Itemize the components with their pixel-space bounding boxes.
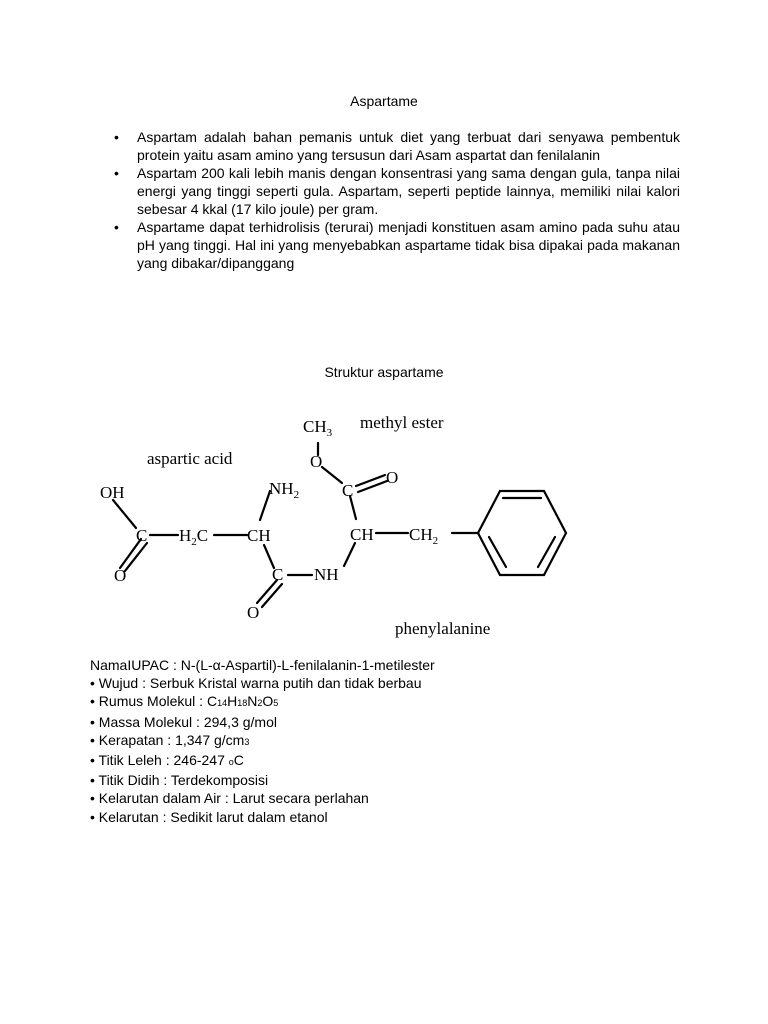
property-kelarutan: • Kelarutan : Sedikit larut dalam etanol (90, 808, 328, 825)
ester-carbonyl-oxygen-label: O (386, 468, 399, 487)
list-item: • Aspartame dapat terhidrolisis (terurai) menjadi konstituen asam amino pada suhu atau pH yang tinggi. Hal ini yang menyebabkan aspartame tidak bisa dipakai pada makanan yang dibakar/dipanggang (112, 218, 680, 272)
property-rumus-molekul: • Rumus Molekul : C14H18N2O5 (90, 693, 279, 710)
methylene-label: $H_2C$ (179, 526, 209, 548)
property-titik-leleh: • Titik Leleh : 246-247 oC (90, 752, 244, 769)
amide-oxygen-label: O (247, 603, 260, 622)
ester-oxygen-label: O (310, 452, 323, 471)
property-kerapatan: • Kerapatan : 1,347 g/cm3 (90, 731, 250, 748)
structure-title: Struktur aspartame (324, 364, 444, 380)
list-item: • Aspartam 200 kali lebih manis dengan konsentrasi yang sama dengan gula, tanpa nilai energi yang tinggi seperti gula. Aspartam, seperti peptide lainnya, memiliki nilai kalori sebesar 4 kkal (17 kilo joule) per gram. (112, 164, 680, 218)
aspartame-structure-diagram (90, 405, 590, 645)
phe-alpha-carbon-label: CH (350, 525, 374, 544)
description-list (112, 128, 680, 272)
page-title: Aspartame (350, 93, 418, 109)
aspartic-acid-label: aspartic acid (147, 449, 233, 468)
acid-carbonyl-oxygen-label: O (114, 566, 127, 585)
property-kelarutan-air: • Kelarutan dalam Air : Larut secara perlahan (90, 790, 369, 807)
amide-carbon-label: C (272, 565, 284, 584)
property-titik-didih: • Titik Didih : Terdekomposisi (90, 772, 269, 789)
ester-carbon-label: C (342, 481, 354, 500)
property-wujud: • Wujud : Serbuk Kristal warna putih dan tidak berbau (90, 675, 422, 692)
iupac-name: NamaIUPAC : N-(L-α-Aspartil)-L-fenilalanin-1-metilester (90, 657, 435, 673)
acid-carbon-label: C (136, 526, 148, 545)
amide-nitrogen-label: NH (314, 565, 339, 584)
methyl-ester-label: methyl ester (360, 413, 444, 432)
alpha-carbon-label: CH (247, 526, 271, 545)
amino-group-label: $NH_2$ (269, 479, 300, 501)
property-massa-molekul: • Massa Molekul : 294,3 g/mol (90, 713, 277, 730)
phenylalanine-label: phenylalanine (395, 619, 491, 638)
list-item: • Aspartam adalah bahan pemanis untuk diet yang terbuat dari senyawa pembentuk protein yaitu asam amino yang tersusun dari Asam aspartat dan fenilalanin (112, 128, 680, 164)
benzyl-methylene-label: $CH_2$ (409, 525, 439, 547)
hydroxyl-label: OH (100, 483, 125, 502)
properties-list (90, 656, 690, 826)
ch3-label: $CH_3$ (303, 417, 333, 439)
